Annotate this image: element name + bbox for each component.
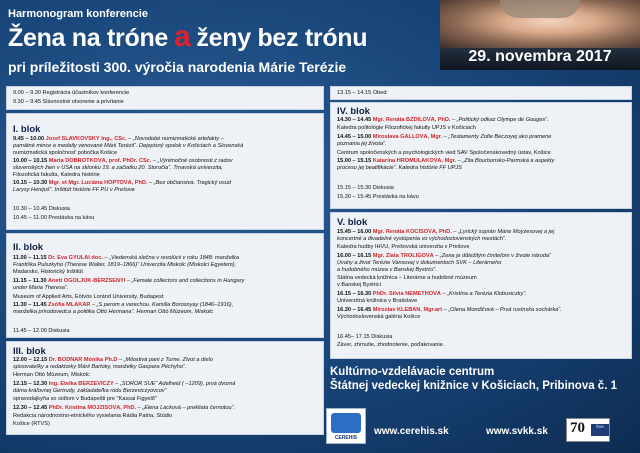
- svkk-logo-number: 70: [570, 420, 585, 436]
- block-title: III. blok: [13, 346, 46, 357]
- schedule-row: koncertné a divadelné vystúpenia vo východoslovenských mestách“.: [337, 236, 507, 242]
- schedule-row: 12.15 – 12.30 Ing. Etelka BERZEVICZY – „SOROR SUE“ Adelheid ( –1209), prvá dvorná: [13, 381, 236, 387]
- schedule-row: Východoslovenská galéria Košice: [337, 314, 421, 320]
- schedule-row: 12.30 – 12.45 PhDr. Kristína MOJŽIŠOVÁ, PhD. – „Elena Lacková – prekliata černotou“.: [13, 405, 236, 411]
- block-title: II. blok: [13, 242, 44, 253]
- venue: [330, 366, 640, 392]
- schedule-row: a hudobného múzea v Banskej Bystrici“.: [337, 267, 437, 273]
- title-a: a: [174, 20, 191, 53]
- schedule-row: 12.00 – 12.15 Dr. BODNÁR Mónika Ph.D – „Milostivá pani z Turne. Život a dielo: [13, 357, 213, 363]
- portrait-hair: [500, 0, 580, 18]
- maria-theresa-portrait: [440, 0, 640, 48]
- opening-panel: [6, 86, 324, 110]
- schedule-row: 10.45 – 11.00 Prestávka na kávu: [13, 215, 95, 221]
- block-title: I. blok: [13, 124, 41, 135]
- schedule-row: Centrum spoločenských a psychologických vied SAV Spoločenskovedný ústav, Košice: [337, 150, 551, 156]
- opening-row: 9.00 – 9.30 Registrácia účastníkov konferencie: [13, 90, 130, 96]
- schedule-row: Madarsko, Historický Inštitút: [13, 269, 83, 275]
- schedule-row: Košice (RTVS): [13, 421, 50, 427]
- lunch-panel: [330, 86, 632, 100]
- venue-line-1: Kultúrno-vzdelávacie centrum: [330, 366, 495, 378]
- schedule-row: Redakcia národnostno-etnického vysielania Rádia Patria, Štúdio: [13, 413, 173, 419]
- header: [0, 0, 640, 84]
- schedule-row: 9.45 – 10.00 Jozef SLAVKOVSKÝ Ing., CSc. – „Novodobé numizmatické artefakty –: [13, 136, 224, 142]
- schedule-row: 15.30 – 15.45 Prestávka na kávu: [337, 194, 419, 200]
- subtitle: pri príležitosti 300. výročia narodenia Márie Terézie: [8, 59, 347, 75]
- cerehis-logo: [326, 408, 366, 444]
- schedule-row: 10.15 – 10.30 Mgr. et Mgr. Luciána HOPTOVÁ, PhD. – „Bez občianstva. Tragický osud: [13, 180, 232, 186]
- schedule-row: 16.00 – 16.15 Mgr. Zlata TROLIGOVÁ – „Žena je dôležitým činiteľom v živote národa“: [337, 253, 551, 259]
- svkk-logo-text: ŠVK: [591, 424, 609, 436]
- schedule-row: pamätné mince a medaily venované Márii Terézii“. Dejepisný spolok v Košiciach a Slovenská: [13, 143, 244, 149]
- block-title: V. blok: [337, 217, 368, 228]
- opening-row: 9.30 – 9.45 Slávnostné otvorenie a privítanie: [13, 99, 124, 105]
- title-right: ženy bez trónu: [196, 24, 368, 52]
- cerehis-logo-text: CEREHIS: [334, 435, 358, 441]
- schedule-row: Štátna vedecká knižnica – Literárne a hudobné múzeum: [337, 275, 477, 281]
- schedule-row: spisovateľky a redaktorky Márii Bartoky, manželky Gaspara Péchyho“.: [13, 364, 187, 370]
- schedule-row: dáma kráľovnej Gertrudy, zakladateľka rodu Berzeviczyovcov“: [13, 388, 167, 394]
- schedule-row: 15.00 – 15.15 Katarína HROMULÁKOVÁ, Mgr. – „Žita Bourbonsko-Parmská a aspekty: [337, 158, 555, 164]
- schedule-row: 16.15 – 16.30 PhDr. Silvia NÉMETHOVÁ – „Kristína a Terézia Klobusiczky“.: [337, 291, 527, 297]
- cerehis-link[interactable]: www.cerehis.sk: [374, 426, 449, 437]
- schedule-row: 11.45 – 12.00 Diskusia: [13, 328, 70, 334]
- schedule-row: procesu jej beatifikácie“. Katedra histórie FF UPJŠ: [337, 165, 462, 171]
- venue-line-2: Štátnej vedeckej knižnice v Košiciach, Pribinova č. 1: [330, 380, 617, 392]
- block-5-panel: [330, 212, 632, 359]
- block-1-panel: [6, 113, 324, 230]
- schedule-row: Záver, zhrnutie, zhodnotenie, poďakovanie.: [337, 342, 445, 348]
- svkk-link[interactable]: www.svkk.sk: [486, 426, 548, 437]
- schedule-row: Filozofická fakulta, Katedra histórie: [13, 172, 100, 178]
- block-2-panel: [6, 233, 324, 338]
- schedule-row: 16.30 – 16.45 Miroslav KLEBAN, Mgr.art – „Olena Mondičová – Prvá rusínska sochárka“.: [337, 307, 562, 313]
- event-date: 29. novembra 2017: [440, 48, 640, 70]
- block-3-panel: [6, 341, 324, 435]
- schedule-row: under Maria Theresa“.: [13, 285, 69, 291]
- super-title: Harmonogram konferencie: [8, 8, 148, 20]
- schedule-row: Univerzitná knižnica v Bratislave: [337, 298, 418, 304]
- svkk-70-logo: [566, 418, 610, 442]
- schedule-row: 14.45 – 15.00 Miroslava GALLOVÁ, Mgr. – „Testamenty Žofie Beczoyej ako pramene: [337, 134, 552, 140]
- schedule-row: numizmatická spoločnosť pobočka Košice: [13, 150, 118, 156]
- main-title: [8, 22, 367, 52]
- schedule-row: spravodajkyňa so sídlom v Budapešti pre "Kassai Figyelő": [13, 396, 157, 402]
- schedule-row: poznania jej života“.: [337, 141, 387, 147]
- schedule-row: v Banskej Bystrici: [337, 282, 381, 288]
- schedule-row: 11.15 – 11.30 Anett OGOLJUK-BERZSENYI – „Female collectors and collections in Hungary: [13, 278, 245, 284]
- cerehis-logo-mark: [331, 413, 361, 433]
- schedule-row: 11.30 – 11.45 Zsófia MLAKÁR – „S perom a varechou. Kamilla Borosnyay (1846–1916),: [13, 302, 234, 308]
- title-left: Žena na tróne: [8, 24, 169, 52]
- lunch-row: 13.15 – 14.15 Obed: [337, 90, 387, 96]
- schedule-row: 11.00 – 11.15 Dr. Éva GYULAI doc. – „Viedenská slečna v revolúcii v roku 1848: manželka: [13, 255, 239, 261]
- schedule-row: 10.00 – 10.15 Marta DOBROTKOVÁ, prof. PhDr. CSc. – „Výnimočné osobnosti z radov: [13, 158, 233, 164]
- schedule-row: Larysy Henijuš“. Inštitút histórie FF PU v Prešove: [13, 187, 135, 193]
- schedule-row: Františka Pulszkyho (Therese Walter, 1819–1866)“ Univerzita Miskolc (Miskolci Egyetem),: [13, 262, 237, 268]
- schedule-row: slovenských žien v USA na sklonku 19. a začiatku 20. Storočia“. Trnavská univerzita,: [13, 165, 223, 171]
- schedule-row: Úvahy a život Terézie Vansovej v dokumentoch ŠVK – Literárneho: [337, 260, 502, 266]
- schedule-row: manželka prírodovedca a politika Ottó Hermana“. Herman Ottó Múzeum, Miskolc: [13, 309, 214, 315]
- schedule-row: 14.30 – 14.45 Mgr. Renáta BZDILOVÁ, PhD. – „Politický odkaz Olympe de Gouges“.: [337, 117, 549, 123]
- schedule-row: Herman Ottó Múzeum, Miskolc: [13, 372, 90, 378]
- schedule-row: 15.15 – 15.30 Diskusia: [337, 185, 394, 191]
- block-title: IV. blok: [337, 106, 370, 117]
- schedule-row: Katedra hudby IHVU, Prešovská univerzita v Prešove: [337, 244, 470, 250]
- schedule-row: 16.45– 17.15 Diskusia: [337, 334, 393, 340]
- schedule-row: Katedra politológie Filozofickej fakulty UPJŠ v Košiciach: [337, 125, 476, 131]
- block-4-panel: [330, 102, 632, 209]
- schedule-row: 15.45 – 16.00 Mgr. Renáta KOČIŠOVÁ, PhD. – „Lyrický soprán Márie Moyzesovej a jej: [337, 229, 555, 235]
- schedule-row: 10.30 – 10.45 Diskusia: [13, 206, 70, 212]
- schedule-row: Museum of Applied Arts, Eötvös Loránd University, Budapest: [13, 294, 164, 300]
